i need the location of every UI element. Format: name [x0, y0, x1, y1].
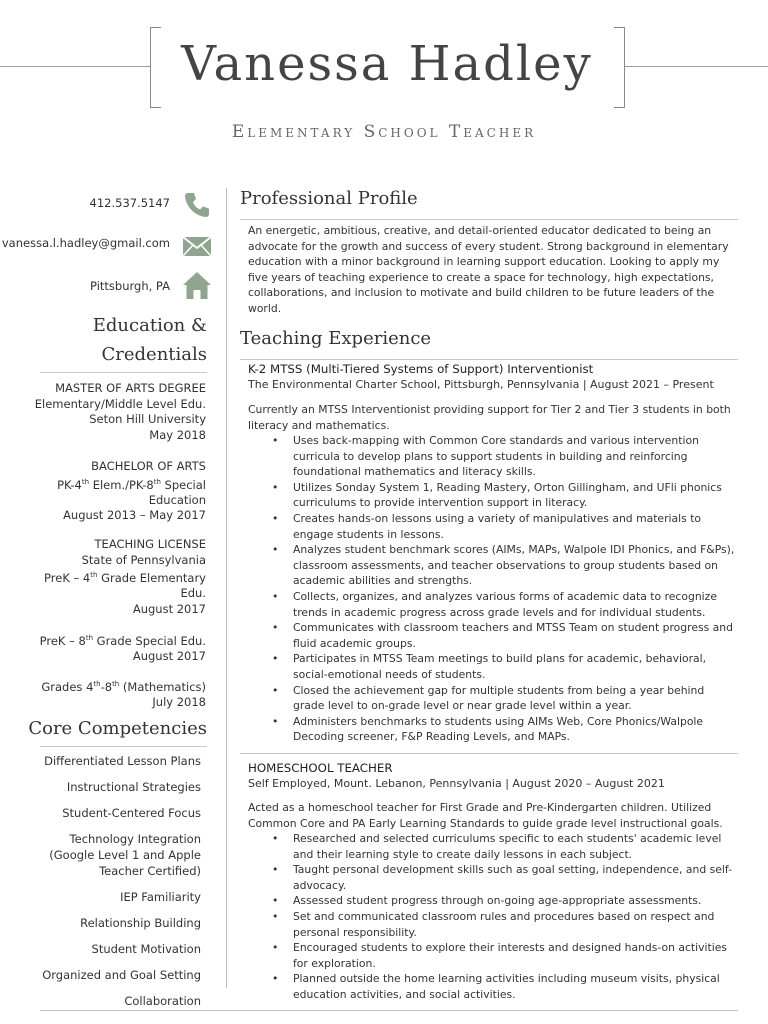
masters-degree: MASTER OF ARTS DEGREE Elementary/Middle Level Edu. Seton Hill University May 2018 [34, 381, 206, 442]
competency-item: Relationship Building [80, 916, 201, 930]
home-icon [182, 270, 212, 300]
list-item: • Analyzes student benchmark scores (AIMs, MAPs, Walpole IDI Phonics, and F&Ps), classroom assessments, and teacher observations to group students based on academic abilities and strengths. [248, 542, 738, 589]
experience-rule [240, 359, 738, 360]
profile-summary: An energetic, ambitious, creative, and detail-oriented educator dedicated to being an advocate for the growth and success of every student. Strong background in elementary education with a minor background in learning support education. Looking to apply my five years of teaching experience to create a space for technology, high expectations, collaborations, and inclusion to motivate and build children to be future leaders of the world. [248, 224, 729, 315]
job-separator [240, 753, 738, 754]
job-summary-homeschool: Acted as a homeschool teacher for First Grade and Pre-Kindergarten children. Utilized Common Core and PA Early Learning Standards to guide grade level instructional goals. [248, 801, 723, 830]
profile-rule [240, 219, 738, 220]
profile-heading: Professional Profile [240, 188, 418, 209]
list-item: • Planned outside the home learning activities including museum visits, physical education activities, and social activities. [248, 971, 738, 1002]
phone-icon [182, 190, 212, 220]
column-divider [226, 188, 227, 988]
competencies-rule [40, 746, 207, 747]
footer-rule [40, 1010, 738, 1011]
education-rule [40, 372, 207, 373]
teaching-license: TEACHING LICENSE State of Pennsylvania PreK – 4th Grade Elementary Edu. August 2017 [44, 537, 206, 616]
competency-item: Differentiated Lesson Plans [44, 754, 201, 768]
list-item: • Researched and selected curriculums specific to each students' academic level and their learning style to create daily lessons in each subject. [248, 831, 738, 862]
candidate-title: Elementary School Teacher [231, 122, 537, 142]
header-rule-right [625, 66, 768, 67]
job-bullets-mtss [248, 433, 738, 745]
special-ed-license: PreK – 8th Grade Special Edu. August 2017 [39, 633, 206, 664]
list-item: • Collects, organizes, and analyzes various forms of academic data to recognize trends in academic progress across grade levels and for individual students. [248, 589, 738, 620]
candidate-name: Vanessa Hadley [181, 36, 593, 92]
bachelors-degree: BACHELOR OF ARTS PK-4th Elem./PK-8th Special Education August 2013 – May 2017 [57, 459, 206, 523]
competency-item: Instructional Strategies [66, 780, 201, 794]
job-meta-homeschool: Self Employed, Mount. Lebanon, Pennsylvania | August 2020 – August 2021 [248, 777, 665, 790]
email-address: vanessa.l.hadley@gmail.com [1, 236, 170, 250]
competency-item: Student Motivation [91, 942, 201, 956]
envelope-icon [182, 231, 212, 261]
list-item: • Utilizes Sonday System 1, Reading Mastery, Orton Gillingham, and UFli phonics curriculums to provide intervention support in literacy. [248, 480, 738, 511]
competency-item: Technology Integration (Google Level 1 and Apple Teacher Certified) [49, 832, 201, 878]
competency-item: Organized and Goal Setting [42, 968, 201, 982]
competency-item: Collaboration [124, 994, 201, 1008]
location: Pittsburgh, PA [90, 279, 170, 293]
header-rule-left [0, 66, 150, 67]
job-bullets-homeschool [248, 831, 738, 1003]
job-meta-mtss: The Environmental Charter School, Pittsburgh, Pennsylvania | August 2021 – Present [248, 378, 714, 391]
competency-item: Student-Centered Focus [62, 806, 201, 820]
list-item: • Uses back-mapping with Common Core standards and various intervention curricula to develop plans to support students in building and reinforcing foundational mathematics and literacy skills. [248, 433, 738, 480]
job-title-homeschool: HOMESCHOOL TEACHER [248, 761, 393, 775]
competencies-list [10, 753, 201, 1019]
math-license: Grades 4th-8th (Mathematics) July 2018 [41, 679, 206, 710]
list-item: • Communicates with classroom teachers and MTSS Team on student progress and fluid academic groups. [248, 620, 738, 651]
list-item: • Assessed student progress through on-going age-appropriate assessments. [248, 893, 738, 909]
list-item: • Participates in MTSS Team meetings to build plans for academic, behavioral, social-emotional needs of students. [248, 651, 738, 682]
competencies-heading: Core Competencies [28, 718, 207, 739]
job-title-mtss: K-2 MTSS (Multi-Tiered Systems of Support) Interventionist [248, 362, 594, 376]
experience-heading: Teaching Experience [240, 328, 432, 349]
list-item: • Closed the achievement gap for multiple students from being a year behind grade level to on-grade level or near grade level within a year. [248, 683, 738, 714]
list-item: • Set and communicated classroom rules and procedures based on respect and personal responsibility. [248, 909, 738, 940]
competency-item: IEP Familiarity [120, 890, 201, 904]
list-item: • Taught personal development skills such as goal setting, independence, and self-advocacy. [248, 862, 738, 893]
phone-number: 412.537.5147 [89, 196, 170, 210]
job-summary-mtss: Currently an MTSS Interventionist providing support for Tier 2 and Tier 3 students in both literacy and mathematics. [248, 403, 731, 432]
name-bracket-right [614, 27, 625, 108]
list-item: • Creates hands-on lessons using a variety of manipulatives and materials to engage students in lessons. [248, 511, 738, 542]
education-heading: Education & Credentials [92, 315, 207, 365]
list-item: • Administers benchmarks to students using AIMs Web, Core Phonics/Walpole Decoding screener, F&P Reading Levels, and MAPs. [248, 714, 738, 745]
list-item: • Encouraged students to explore their interests and designed hands-on activities for exploration. [248, 940, 738, 971]
